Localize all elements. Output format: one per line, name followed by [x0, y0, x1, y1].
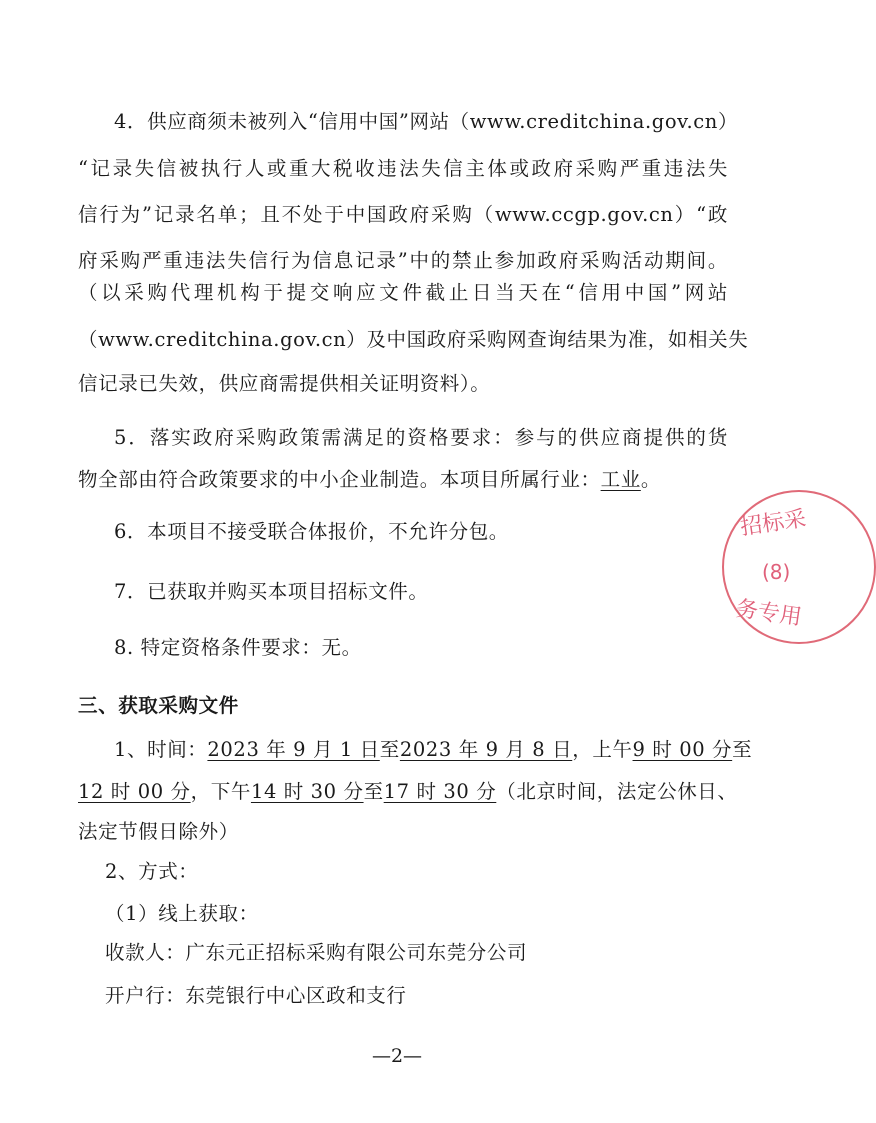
start-date: 2023 年 9 月 1 日	[207, 738, 380, 761]
end-date: 2023 年 9 月 8 日	[399, 738, 573, 761]
item4-line2: “记录失信被执行人或重大税收违法失信主体或政府采购严重违法失	[78, 157, 728, 180]
stamp-text-top: 招标采	[738, 506, 808, 541]
item4-line1: 4．供应商须未被列入“信用中国”网站（www.creditchina.gov.cn）	[114, 110, 739, 133]
item5-line2	[78, 462, 728, 498]
pm-end: 17 时 30 分	[383, 780, 497, 803]
payee-line: 收款人：广东元正招标采购有限公司东莞分公司	[105, 941, 528, 964]
item8-text: 8. 特定资格条件要求：无。	[114, 636, 362, 659]
item4-line7: 信记录已失效，供应商需提供相关证明资料）。	[78, 372, 491, 395]
item7-text: 7．已获取并购买本项目招标文件。	[114, 580, 429, 603]
time-line1	[114, 732, 753, 768]
time-label: 1、时间：	[114, 738, 208, 761]
item4-line4: 府采购严重违法失信行为信息记录”中的禁止参加政府采购活动期间。	[78, 249, 728, 272]
online-label: （1）线上获取：	[105, 902, 259, 925]
stamp-text-bottom: 务专用	[734, 596, 804, 631]
item6-text: 6．本项目不接受联合体报价，不允许分包。	[114, 520, 509, 543]
time-line2	[78, 774, 738, 810]
item4-line3: 信行为”记录名单；且不处于中国政府采购（www.ccgp.gov.cn）“政	[78, 203, 728, 226]
time-to1: 至	[379, 738, 400, 761]
section3-heading: 三、获取采购文件	[78, 694, 239, 717]
pm-label: ，下午	[190, 780, 251, 803]
item4-line5: （以采购代理机构于提交响应文件截止日当天在“信用中国”网站	[78, 281, 728, 304]
bank-line: 开户行：东莞银行中心区政和支行	[105, 984, 407, 1007]
item5-line1: 5．落实政府采购政策需满足的资格要求：参与的供应商提供的货	[114, 426, 728, 449]
time-to3: 至	[363, 780, 384, 803]
time-note: （北京时间，法定公休日、	[496, 780, 738, 803]
am-label: ，上午	[572, 738, 633, 761]
industry-value: 工业	[600, 468, 641, 491]
official-seal-stamp	[722, 490, 876, 644]
method-label: 2、方式：	[105, 860, 199, 883]
page-number: —2—	[371, 1045, 423, 1067]
item5-line2-text: 物全部由符合政策要求的中小企业制造。本项目所属行业：	[78, 468, 601, 491]
time-line3: 法定节假日除外）	[78, 820, 239, 843]
pm-start: 14 时 30 分	[250, 780, 364, 803]
am-start: 9 时 00 分	[632, 738, 733, 761]
stamp-text-mid: (8)	[762, 560, 791, 584]
item4-line6: （www.creditchina.gov.cn）及中国政府采购网查询结果为准，如相关失	[78, 328, 749, 351]
time-to2: 至	[732, 738, 753, 761]
am-end: 12 时 00 分	[78, 780, 191, 803]
item5-line2-end: 。	[640, 468, 661, 491]
